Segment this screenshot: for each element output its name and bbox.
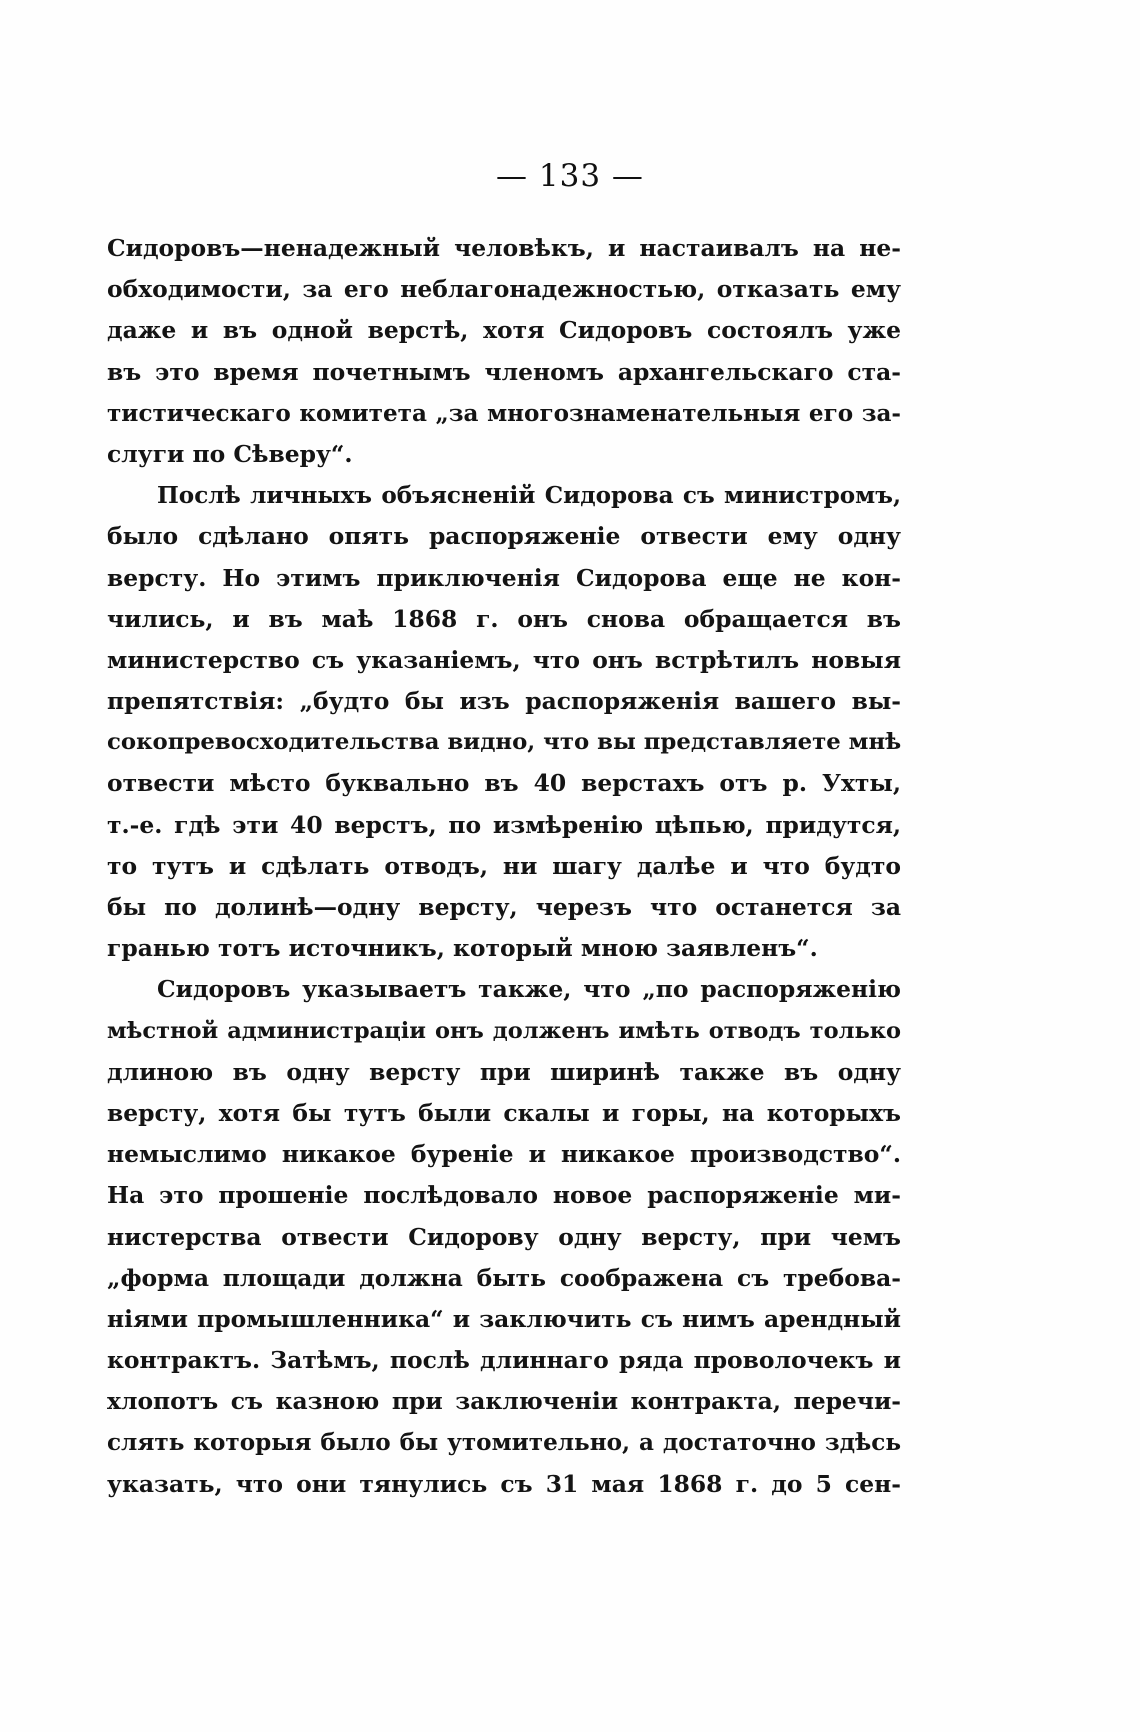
text-line: тистическаго комитета „за многознаменательныя его за- [107, 399, 901, 427]
text-line: немыслимо никакое буреніе и никакое производство“. [107, 1140, 901, 1169]
text-line: было сдѣлано опять распоряженіе отвести ему одну [107, 522, 901, 551]
text-line: контрактъ. Затѣмъ, послѣ длиннаго ряда проволочекъ и [107, 1346, 901, 1375]
paragraph-3 [107, 969, 901, 1504]
text-line: „форма площади должна быть соображена съ требова- [107, 1263, 901, 1292]
text-line: На это прошеніе послѣдовало новое распоряженіе ми- [107, 1181, 901, 1210]
text-line: то тутъ и сдѣлать отводъ, ни шагу далѣе и что будто [107, 851, 901, 880]
text-line: ніями промышленника“ и заключить съ нимъ арендный [107, 1304, 901, 1333]
text-line: гранью тотъ источникъ, который мною заявленъ“. [107, 934, 818, 963]
text-line: въ это время почетнымъ членомъ архангельскаго ста- [107, 357, 901, 386]
text-line: хлопотъ съ казною при заключеніи контракта, перечи- [107, 1387, 901, 1416]
text-line: Послѣ личныхъ объясненій Сидорова съ министромъ, [157, 482, 901, 510]
text-line: мѣстной администраціи онъ долженъ имѣть отводъ только [107, 1017, 901, 1044]
text-line: слять которыя было бы утомительно, а достаточно здѣсь [107, 1429, 901, 1457]
text-line: министерство съ указаніемъ, что онъ встрѣтилъ новыя [107, 645, 901, 674]
text-line: указать, что они тянулись съ 31 мая 1868 г. до 5 сен- [107, 1469, 901, 1498]
paragraph-1 [107, 228, 901, 475]
text-line: т.-е. гдѣ эти 40 верстъ, по измѣренію цѣпью, придутся, [107, 810, 901, 839]
text-line: препятствія: „будто бы изъ распоряженія вашего вы- [107, 687, 901, 716]
page-number: — 133 — [496, 158, 644, 194]
text-line: обходимости, за его неблагонадежностью, отказать ему [107, 275, 901, 304]
text-line: нистерства отвести Сидорову одну версту, при чемъ [107, 1222, 901, 1251]
text-line: чились, и въ маѣ 1868 г. онъ снова обращается въ [107, 604, 901, 633]
text-line: сокопревосходительства видно, что вы представляете мнѣ [107, 729, 902, 756]
text-line: версту, хотя бы тутъ были скалы и горы, на которыхъ [107, 1098, 901, 1127]
text-line: бы по долинѣ—одну версту, черезъ что останется за [107, 893, 901, 921]
text-line: версту. Но этимъ приключенія Сидорова еще не кон- [107, 563, 901, 592]
text-line: отвести мѣсто буквально въ 40 верстахъ отъ р. Ухты, [107, 769, 901, 798]
text-line: Сидоровъ указываетъ также, что „по распоряженію [157, 975, 901, 1004]
text-line: длиною въ одну версту при ширинѣ также въ одну [107, 1057, 901, 1086]
text-line: Сидоровъ—ненадежный человѣкъ, и настаивалъ на не- [107, 234, 901, 262]
text-line: слуги по Сѣверу“. [107, 439, 353, 468]
paragraph-2 [107, 475, 901, 969]
body-text [107, 228, 901, 1505]
text-line: даже и въ одной верстѣ, хотя Сидоровъ состоялъ уже [107, 316, 901, 345]
